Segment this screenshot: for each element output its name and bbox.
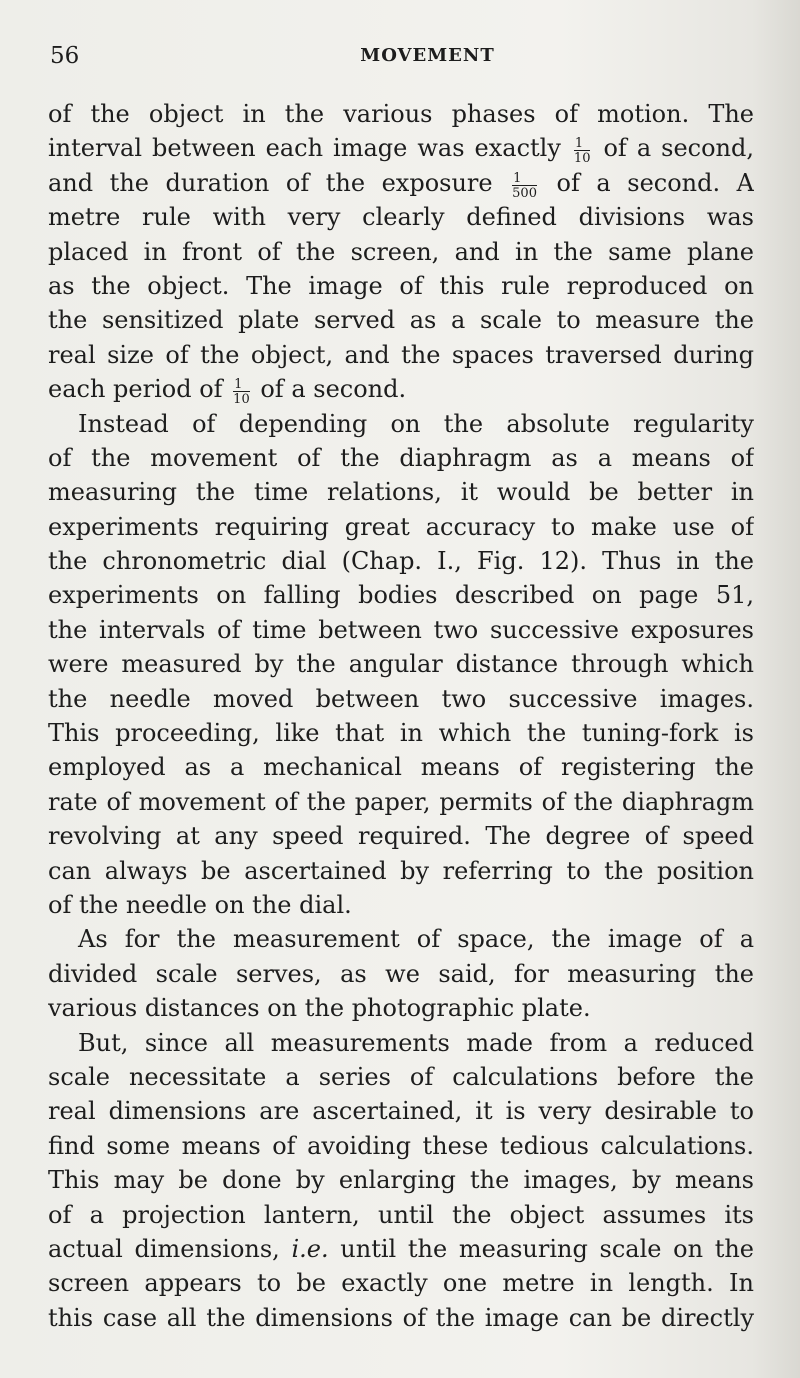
line-text: experiments on falling bodies described on page 51, <box>48 581 754 610</box>
fraction-one-tenth <box>574 137 591 165</box>
text-line <box>48 1129 754 1163</box>
text-line <box>48 1094 754 1128</box>
line-text: divided scale serves, as we said, for measuring the <box>48 959 754 988</box>
line-text: But, since all measurements made from a reduced <box>78 1028 754 1057</box>
line-text: employed as a mechanical means of registering the <box>48 753 754 782</box>
text-line <box>48 1060 754 1094</box>
text-line <box>48 1301 754 1335</box>
line-text: This may be done by enlarging the images, by means <box>48 1166 754 1195</box>
line-text: real dimensions are ascertained, it is very desirable to <box>48 1097 754 1126</box>
page-header <box>50 38 750 78</box>
line-text: Instead of depending on the absolute regularity <box>78 409 754 438</box>
text-line <box>48 1198 754 1232</box>
line-text: can always be ascertained by referring to the position <box>48 856 754 885</box>
text-line <box>48 613 754 647</box>
line-text: of the object in the various phases of motion. The <box>48 100 754 128</box>
page-number: 56 <box>50 43 80 69</box>
text-line <box>48 200 754 234</box>
text-line <box>48 1266 754 1300</box>
text-line <box>48 338 754 372</box>
line-text: As for the measurement of space, the image of a <box>78 925 754 954</box>
line-text: find some means of avoiding these tedious calculations. <box>48 1131 754 1160</box>
line-text: of a second. A <box>556 168 754 197</box>
fraction-numerator: 1 <box>512 172 537 186</box>
text-line <box>48 750 754 784</box>
text-line <box>48 303 754 337</box>
text-line <box>48 819 754 853</box>
text-line <box>48 475 754 509</box>
text-line <box>48 372 754 406</box>
text-line <box>48 716 754 750</box>
text-line <box>48 854 754 888</box>
text-line <box>48 131 754 165</box>
line-text: metre rule with very clearly defined divisions was <box>48 203 754 232</box>
fraction-denominator: 500 <box>512 185 537 201</box>
line-text: of a second, <box>603 134 754 163</box>
line-text: of the needle on the dial. <box>48 890 352 919</box>
line-text: as the object. The image of this rule reproduced on <box>48 271 754 300</box>
line-text: the needle moved between two successive images. <box>48 684 754 713</box>
text-line <box>48 441 754 475</box>
line-text: and the duration of the exposure <box>48 168 493 197</box>
text-line <box>48 785 754 819</box>
line-text: the sensitized plate served as a scale to measure the <box>48 306 754 335</box>
line-text: interval between each image was exactly <box>48 134 561 163</box>
line-text: experiments requiring great accuracy to make use of <box>48 512 754 541</box>
paragraph-start-line <box>48 922 754 956</box>
fraction-denominator: 10 <box>573 151 591 166</box>
fraction-one-five-hundredth <box>512 172 537 200</box>
fraction-denominator: 10 <box>233 392 250 407</box>
body-text <box>48 97 754 1335</box>
text-line <box>48 269 754 303</box>
line-text: each period of <box>48 375 223 404</box>
italic-abbreviation: i.e. <box>291 1234 329 1263</box>
text-line <box>48 166 754 200</box>
text-line <box>48 1232 754 1266</box>
fraction-numerator: 1 <box>233 378 250 392</box>
text-line <box>48 544 754 578</box>
text-line <box>48 991 754 1025</box>
line-text: measuring the time relations, it would be better in <box>48 478 754 507</box>
line-text: the chronometric dial (Chap. I., Fig. 12). Thus in the <box>48 547 754 576</box>
paragraph-start-line <box>48 1026 754 1060</box>
line-text: real size of the object, and the spaces traversed during <box>48 340 754 369</box>
line-text: of a second. <box>260 375 407 404</box>
line-text: rate of movement of the paper, permits of the diaphragm <box>48 787 754 816</box>
line-text: screen appears to be exactly one metre in length. In <box>48 1269 754 1298</box>
fraction-one-tenth <box>233 378 250 406</box>
line-text: actual dimensions, <box>48 1234 280 1263</box>
line-text: until the measuring scale on the <box>340 1234 754 1263</box>
text-line <box>48 578 754 612</box>
text-line <box>48 888 754 922</box>
line-text: this case all the dimensions of the image can be directly <box>48 1303 754 1332</box>
fraction-numerator: 1 <box>574 137 591 151</box>
line-text: various distances on the photographic plate. <box>48 994 591 1023</box>
line-text: This proceeding, like that in which the tuning-fork is <box>48 719 754 748</box>
text-line <box>48 97 754 131</box>
line-text: placed in front of the screen, and in the same plane <box>48 237 754 266</box>
line-text: of a projection lantern, until the object assumes its <box>48 1200 754 1229</box>
text-line <box>48 1163 754 1197</box>
text-line <box>48 235 754 269</box>
line-text: scale necessitate a series of calculations before the <box>48 1062 754 1091</box>
text-line <box>48 682 754 716</box>
running-title: MOVEMENT <box>360 45 495 66</box>
text-line <box>48 510 754 544</box>
line-text: revolving at any speed required. The degree of speed <box>48 822 754 851</box>
paragraph-start-line <box>48 407 754 441</box>
line-text: were measured by the angular distance through which <box>48 650 754 679</box>
text-line <box>48 647 754 681</box>
line-text: of the movement of the diaphragm as a means of <box>48 443 754 472</box>
line-text: the intervals of time between two successive exposures <box>48 615 754 644</box>
text-line <box>48 957 754 991</box>
